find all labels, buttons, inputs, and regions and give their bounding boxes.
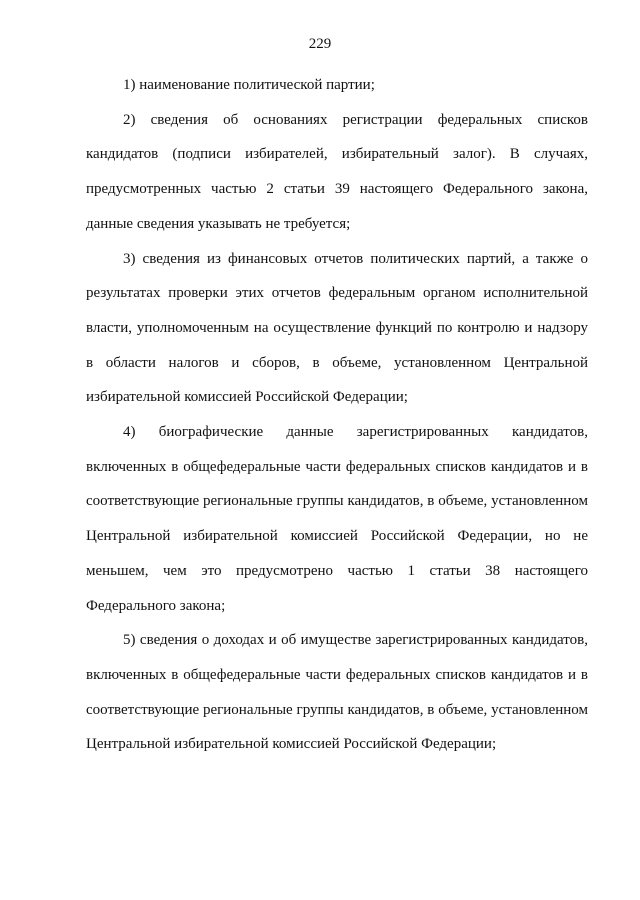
paragraph-2: 2) сведения об основаниях регистрации федеральных списков кандидатов (подписи избирателей, избирательный залог). В случаях, предусмотренных частью 2 статьи 39 настоящего Федерального закона, данные сведения указывать не требуется; — [86, 111, 588, 232]
paragraph-5: 5) сведения о доходах и об имуществе зарегистрированных кандидатов, включенных в общефедеральные части федеральных списков кандидатов и в соответствующие региональные группы кандидатов, в объеме, установленном Центральной избирательной комиссией Российской Федерации; — [86, 632, 588, 753]
page-number: 229 — [308, 36, 332, 52]
paragraph-3: 3) сведения из финансовых отчетов политических партий, а также о результатах проверки этих отчетов федеральным органом исполнительной власти, уполномоченным на осуществление функций по контролю и надзору в области налогов и сборов, в объеме, установленном Центральной избирательной комиссией Российской Федерации; — [86, 250, 588, 406]
document-body — [86, 68, 588, 762]
paragraph-4: 4) биографические данные зарегистрированных кандидатов, включенных в общефедеральные части федеральных списков кандидатов и в соответствующие региональные группы кандидатов, в объеме, установленном Центральной избирательной комиссией Российской Федерации, но не меньшем, чем это предусмотрено частью 1 статьи 38 настоящего Федерального закона; — [86, 424, 588, 614]
paragraph-1: 1) наименование политической партии; — [123, 77, 375, 93]
